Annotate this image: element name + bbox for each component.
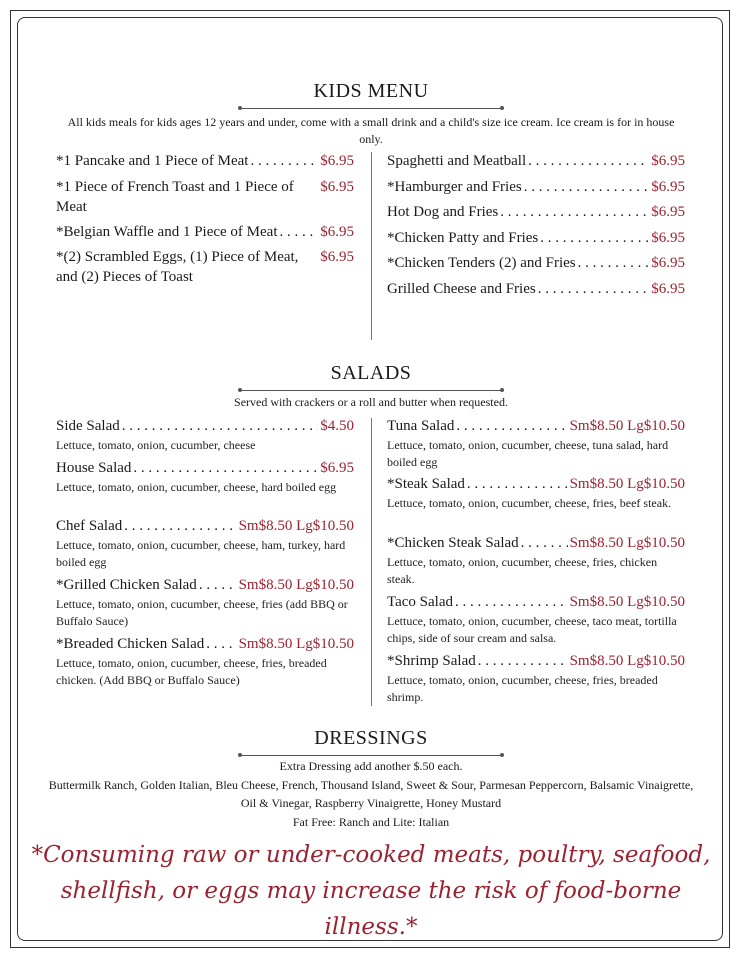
kids-item [387,279,685,299]
salad-item [387,533,685,588]
item-price: Sm$8.50 Lg$10.50 [569,653,685,669]
item-description: Lettuce, tomato, onion, cucumber, cheese, fries, beef steak. [387,496,672,510]
dressings-title: DRESSINGS [314,727,428,749]
item-name: Tuna Salad [387,418,455,434]
item-description: Lettuce, tomato, onion, cucumber, cheese, hard boiled egg [56,480,337,494]
item-price: $6.95 [651,179,685,195]
item-price: $6.95 [651,281,685,297]
item-name: Chef Salad [56,518,123,534]
kids-item [56,177,354,217]
salads-note: Served with crackers or a roll and butter when requested. [234,395,508,409]
item-description: Lettuce, tomato, onion, cucumber, cheese, fries, breaded chicken. (Add BBQ or Buffalo Sauce) [56,656,327,687]
kids-item [387,228,685,248]
item-price: Sm$8.50 Lg$10.50 [569,418,685,434]
item-description: Lettuce, tomato, onion, cucumber, cheese, tuna salad, hard boiled egg [387,438,669,469]
item-price: Sm$8.50 Lg$10.50 [238,577,354,593]
item-name: *Belgian Waffle and 1 Piece of Meat [56,224,278,240]
item-name: *1 Piece of French Toast and 1 Piece of Meat [56,179,294,215]
item-name: *(2) Scrambled Eggs, (1) Piece of Meat, and (2) Pieces of Toast [56,249,299,285]
salad-item [56,516,354,571]
salad-item [387,474,685,512]
item-name: *Shrimp Salad [387,653,476,669]
item-name: *Chicken Tenders (2) and Fries [387,255,576,271]
item-price: Sm$8.50 Lg$10.50 [238,518,354,534]
item-price: Sm$8.50 Lg$10.50 [569,535,685,551]
salad-item [387,651,685,706]
item-price: Sm$8.50 Lg$10.50 [569,594,685,610]
salad-item [56,634,354,689]
item-name: House Salad [56,460,132,476]
item-description: Lettuce, tomato, onion, cucumber, cheese, fries, chicken steak. [387,555,658,586]
item-name: *Breaded Chicken Salad [56,636,205,652]
kids-item [387,253,685,273]
item-price: $6.95 [651,153,685,169]
item-name: *Chicken Patty and Fries [387,230,539,246]
kids-item [387,177,685,197]
salads-column-divider [371,418,372,706]
item-price: $6.95 [320,153,354,169]
salads-title: SALADS [330,362,412,384]
salad-item [56,575,354,630]
item-name: *Grilled Chicken Salad [56,577,197,593]
dressings-list: Buttermilk Ranch, Golden Italian, Bleu Cheese, French, Thousand Island, Sweet & Sour, Parmesan Peppercorn, Balsamic Vinaigrette, Oil & Vinegar, Raspberry Vinaigrette, Honey Mustard [48,778,694,810]
item-price: $6.95 [651,255,685,271]
item-price: $6.95 [651,230,685,246]
kids-item [387,151,685,171]
item-name: Hot Dog and Fries [387,204,499,220]
item-price: $6.95 [320,460,354,476]
salad-item [56,458,354,496]
salad-item [387,592,685,647]
item-name: *Hamburger and Fries [387,179,522,195]
item-description: Lettuce, tomato, onion, cucumber, cheese, taco meat, tortilla chips, side of sour cream and salsa. [387,614,677,645]
kids-item [56,247,354,287]
item-price: $6.95 [320,249,354,265]
item-price: $4.50 [320,418,354,434]
item-description: Lettuce, tomato, onion, cucumber, cheese, fries (add BBQ or Buffalo Sauce) [56,597,348,628]
item-price: Sm$8.50 Lg$10.50 [238,636,354,652]
item-name: *Steak Salad [387,476,465,492]
item-description: Lettuce, tomato, onion, cucumber, cheese, fries, breaded shrimp. [387,673,658,704]
kids-item [56,151,354,171]
salad-item [387,416,685,471]
item-name: Taco Salad [387,594,454,610]
item-name: *Chicken Steak Salad [387,535,519,551]
item-price: $6.95 [320,224,354,240]
item-name: *1 Pancake and 1 Piece of Meat [56,153,249,169]
kids-menu-note: All kids meals for kids ages 12 years and under, come with a small drink and a child's size ice cream. Ice cream is for in house only. [67,115,675,146]
kids-menu-title: KIDS MENU [313,80,429,102]
kids-menu-rule [240,108,502,109]
kids-item [56,222,354,242]
item-description: Lettuce, tomato, onion, cucumber, cheese, ham, turkey, hard boiled egg [56,538,346,569]
item-price: $6.95 [651,204,685,220]
dressings-rule [240,755,502,756]
item-name: Grilled Cheese and Fries [387,281,536,297]
dressings-note: Extra Dressing add another $.50 each. [279,759,463,773]
item-name: Side Salad [56,418,120,434]
item-name: Spaghetti and Meatball [387,153,527,169]
food-safety-warning: *Consuming raw or under-cooked meats, poultry, seafood, shellfish, or eggs may increase the risk of food-borne illness.* [31,842,711,940]
item-price: Sm$8.50 Lg$10.50 [569,476,685,492]
salad-item [56,416,354,454]
dressings-fat-free: Fat Free: Ranch and Lite: Italian [292,815,450,829]
salads-rule [240,390,502,391]
item-description: Lettuce, tomato, onion, cucumber, cheese [56,438,256,452]
kids-column-divider [371,152,372,340]
item-price: $6.95 [320,179,354,195]
kids-item [387,202,685,222]
